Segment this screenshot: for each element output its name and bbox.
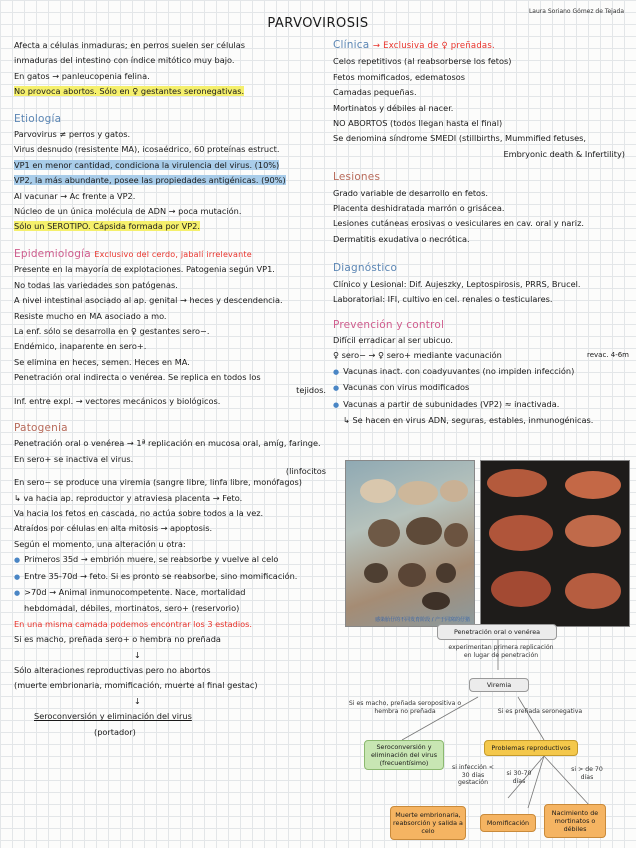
flow-entry-box: Penetración oral o venérea: [437, 624, 557, 640]
fetuses-illustration: [346, 461, 474, 626]
epidemiologia-line: No todas las variedades son patógenas.: [14, 279, 178, 290]
diagnostico-line: Clínico y Lesional: Dif. Aujeszky, Leptospirosis, PRRS, Brucel.: [333, 278, 581, 289]
patogenia-highlight-red: En una misma camada podemos encontrar los 3 estadios.: [14, 618, 253, 629]
epidemiologia-line: Endémico, inaparente en sero+.: [14, 341, 147, 352]
prevencion-line: ↳ Se hacen en virus ADN, seguras, estables, inmunogénicas.: [343, 414, 594, 425]
patogenia-bullet: ● >70d → Animal inmunocompetente. Nace, mortalidad: [14, 585, 330, 601]
etiologia-line: Virus desnudo (resistente MA), icosaédrico, 60 proteínas estruct.: [14, 144, 280, 155]
epidemiologia-line: Resiste mucho en MA asociado a mo.: [14, 310, 167, 321]
left-column: [14, 38, 330, 740]
clinica-line: Fetos momificados, edematosos: [333, 71, 465, 82]
epidemiologia-line: A nivel intestinal asociado al ap. genital → heces y descendencia.: [14, 295, 283, 306]
flow-seroconversion-box: Seroconversión y eliminación del virus (frecuentísimo): [364, 740, 444, 770]
etiologia-vp2: VP2, la más abundante, posee las propiedades antigénicas. (90%): [14, 175, 286, 186]
patogenia-bullet: ● Entre 35-70d → feto. Si es pronto se reabsorbe, sino momificación.: [14, 569, 330, 585]
lesiones-line: Grado variable de desarrollo en fetos.: [333, 187, 488, 198]
flow-viremia-box: Viremia: [469, 678, 529, 692]
flow-problems-box: Problemas reproductivos: [484, 740, 578, 756]
page-title: PARVOVIROSIS: [267, 16, 369, 31]
patogenia-line: Va hacia los fetos en cascada, no actúa sobre todos a la vez.: [14, 507, 264, 518]
intro-line: inmaduras del intestino con índice mitótico muy bajo.: [14, 55, 235, 66]
flow-cond-2: si 30-70 días: [506, 770, 532, 785]
etiologia-serotipo: Sólo un SEROTIPO. Cápsida formada por VP2.: [14, 221, 200, 232]
clinica-line: Camadas pequeñas.: [333, 87, 417, 98]
patogenia-bullet: ● Primeros 35d → embrión muere, se reabsorbe y vuelve al celo: [14, 552, 330, 568]
prevencion-line: Difícil erradicar al ser ubicuo.: [333, 334, 453, 345]
patogenia-line: En sero+ se inactiva el virus.: [14, 453, 134, 464]
section-heading-prevencion: Prevención y control: [333, 318, 445, 331]
intro-line: En gatos → panleucopenia felina.: [14, 70, 150, 81]
arrow-down-icon: ↓: [134, 649, 141, 660]
epidemiologia-line: Se elimina en heces, semen. Heces en MA.: [14, 356, 190, 367]
intro-highlight: No provoca abortos. Sólo en ♀ gestantes seronegativas.: [14, 86, 245, 97]
epidemiologia-line: La enf. sólo se desarrolla en ♀ gestantes sero−.: [14, 325, 210, 336]
patogenia-line: (muerte embrionaria, momificación, muerte al final gestac): [14, 680, 258, 691]
arrow-down-icon: ↓: [134, 695, 141, 706]
clinica-line: Se denomina síndrome SMEDI (stillbirths, Mummified fetuses,: [333, 133, 586, 144]
patogenia-line: Penetración oral o venérea → 1ª replicación en mucosa oral, amíg, faringe.: [14, 438, 321, 449]
patogenia-line: hebdomadal, débiles, mortinatos, sero+ (reservorio): [24, 603, 240, 614]
flow-outcome-1: Muerte embrionaria, reabsorción y salida a celo: [390, 806, 466, 840]
flow-outcome-2: Momificación: [480, 814, 536, 832]
photo-piglets: [480, 460, 630, 627]
patogenia-line: Según el momento, una alteración u otra:: [14, 538, 186, 549]
patogenia-line: (portador): [94, 726, 136, 737]
prevencion-vacunacion: ♀ sero− → ♀ sero+ mediante vacunación: [333, 350, 502, 361]
flow-outcome-3: Nacimiento de mortinatos o débiles: [544, 804, 606, 838]
prevencion-line: [333, 348, 629, 363]
section-heading-etiologia: Etiología: [14, 112, 62, 125]
section-heading-diagnostico: Diagnóstico: [333, 262, 398, 275]
photo-caption: 感染胎仔的不同发育阶段 / 产于同窝的仔猪: [375, 617, 470, 623]
prevencion-bullet: ● Vacunas inact. con coadyuvantes (no impiden infección): [333, 364, 629, 380]
clinica-line: Embryonic death & Infertility): [503, 148, 625, 159]
flow-branch-left: Si es macho, preñada seropositiva o hembra no preñada: [348, 700, 462, 715]
epidemiologia-line: Inf. entre expl. → vectores mecánicos y biológicos.: [14, 395, 221, 406]
etiologia-line: Al vacunar → Ac frente a VP2.: [14, 190, 136, 201]
epidemiologia-note: Exclusivo del cerdo, jabalí irrelevante: [94, 249, 252, 259]
patogenia-line: ↳ va hacia ap. reproductor y atraviesa placenta → Feto.: [14, 492, 243, 503]
epidemiologia-line: Presente en la mayoría de explotaciones. Patogenia según VP1.: [14, 264, 275, 275]
flow-step-text: experimentan primera replicación en lugar de penetración: [448, 644, 554, 659]
patogenia-line: Seroconversión y eliminación del virus: [34, 711, 192, 722]
author-name: Laura Soriano Gómez de Tejada: [528, 8, 624, 15]
flow-cond-3: si > de 70 días: [571, 766, 603, 781]
lesiones-line: Lesiones cutáneas erosivas o vesiculares en cav. oral y nariz.: [333, 218, 584, 229]
section-heading-lesiones: Lesiones: [333, 171, 381, 184]
epidemiologia-title: Epidemiología: [14, 247, 91, 260]
flow-branch-right: Si es preñada seronegativa: [497, 708, 583, 715]
patogenia-line: Si es macho, preñada sero+ o hembra no preñada: [14, 634, 221, 645]
section-heading-clinica: [333, 38, 629, 54]
lesiones-line: Dermatitis exudativa o necrótica.: [333, 233, 470, 244]
patogenia-line: Atraídos por células en alta mitosis → apoptosis.: [14, 523, 213, 534]
section-heading-patogenia: Patogenia: [14, 421, 68, 434]
etiologia-line: Núcleo de un única molécula de ADN → poca mutación.: [14, 206, 242, 217]
prevencion-bullet: ● Vacunas con virus modificados: [333, 380, 629, 396]
clinica-title: Clínica: [333, 39, 370, 51]
patogenia-line: (linfocitos: [285, 466, 326, 477]
epidemiologia-line: tejidos.: [296, 384, 326, 395]
clinica-line: Mortinatos y débiles al nacer.: [333, 102, 454, 113]
intro-line: Afecta a células inmaduras; en perros suelen ser células: [14, 40, 245, 50]
section-heading-epidemiologia: [14, 247, 330, 262]
clinica-line: Celos repetitivos (al reabsorberse los fetos): [333, 56, 512, 67]
flow-cond-1: si infección < 30 días gestación: [452, 764, 494, 786]
right-column: [333, 38, 629, 428]
patogenia-line: En sero− se produce una viremia (sangre libre, linfa libre, monófagos): [14, 477, 302, 488]
clinica-note: → Exclusiva de ♀ preñadas.: [372, 41, 495, 51]
etiologia-vp1: VP1 en menor cantidad, condiciona la virulencia del virus. (10%): [14, 159, 280, 170]
lesiones-line: Placenta deshidratada marrón o grisácea.: [333, 203, 505, 214]
piglets-illustration: [481, 461, 629, 626]
photo-mummified-fetuses: [345, 460, 475, 627]
prevencion-revac: revac. 4-6m: [586, 351, 629, 360]
epidemiologia-line: Penetración oral indirecta o venérea. Se replica en todos los: [14, 372, 261, 383]
diagnostico-line: Laboratorial: IFI, cultivo en cel. renales o testiculares.: [333, 294, 553, 305]
patogenia-line: Sólo alteraciones reproductivas pero no abortos: [14, 665, 211, 676]
prevencion-bullet: ● Vacunas a partir de subunidades (VP2) ≈ inactivada.: [333, 397, 629, 413]
etiologia-line: Parvovirus ≠ perros y gatos.: [14, 129, 131, 140]
clinica-line: NO ABORTOS (todos llegan hasta el final): [333, 118, 503, 129]
